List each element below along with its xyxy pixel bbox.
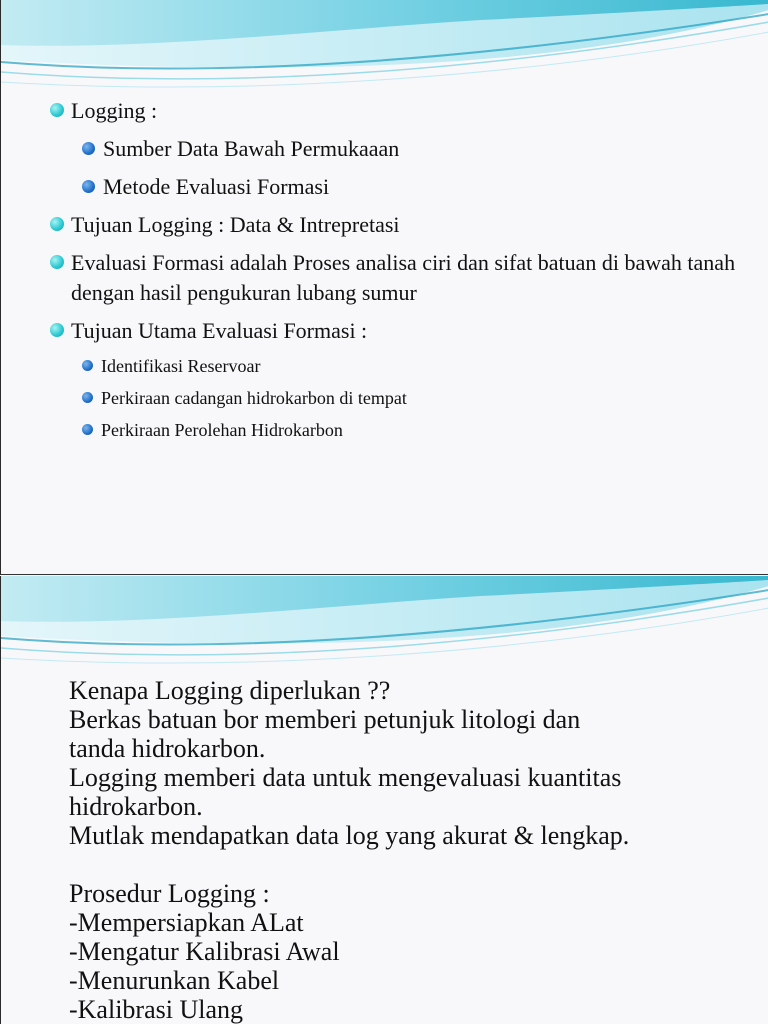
spacer xyxy=(69,850,749,879)
list-item: Perkiraan cadangan hidrokarbon di tempat xyxy=(49,386,749,410)
text-line: hidrokarbon. xyxy=(69,792,203,821)
text-line: Berkas batuan bor memberi petunjuk litologi dan xyxy=(69,705,581,734)
text-line: Kenapa Logging diperlukan ?? xyxy=(69,676,391,705)
list-item: Evaluasi Formasi adalah Proses analisa ciri dan sifat batuan di bawah tanah dengan hasil pengukuran lubang sumur xyxy=(49,248,749,308)
header-wave-decoration xyxy=(1,576,768,676)
text-line: Mutlak mendapatkan data log yang akurat & lengkap. xyxy=(69,821,630,850)
text-line: -Mengatur Kalibrasi Awal xyxy=(69,937,340,966)
slide-2-body-text xyxy=(69,676,749,1024)
list-item: Tujuan Utama Evaluasi Formasi : xyxy=(49,316,749,346)
text-line: -Kalibrasi Ulang xyxy=(69,995,244,1024)
slide-2 xyxy=(0,576,768,1024)
text-line: Prosedur Logging : xyxy=(69,879,270,908)
header-wave-decoration xyxy=(1,0,768,100)
text-line: -Mempersiapkan ALat xyxy=(69,908,304,937)
list-item: Sumber Data Bawah Permukaaan xyxy=(49,134,749,164)
list-item: Identifikasi Reservoar xyxy=(49,354,749,378)
text-line: Logging memberi data untuk mengevaluasi kuantitas xyxy=(69,763,622,792)
text-line: tanda hidrokarbon. xyxy=(69,734,266,763)
bullet-list xyxy=(49,96,749,450)
list-item: Perkiraan Perolehan Hidrokarbon xyxy=(49,418,749,442)
list-item: Metode Evaluasi Formasi xyxy=(49,172,749,202)
list-item: Tujuan Logging : Data & Intrepretasi xyxy=(49,210,749,240)
text-line: -Menurunkan Kabel xyxy=(69,966,280,995)
list-item: Logging : xyxy=(49,96,749,126)
